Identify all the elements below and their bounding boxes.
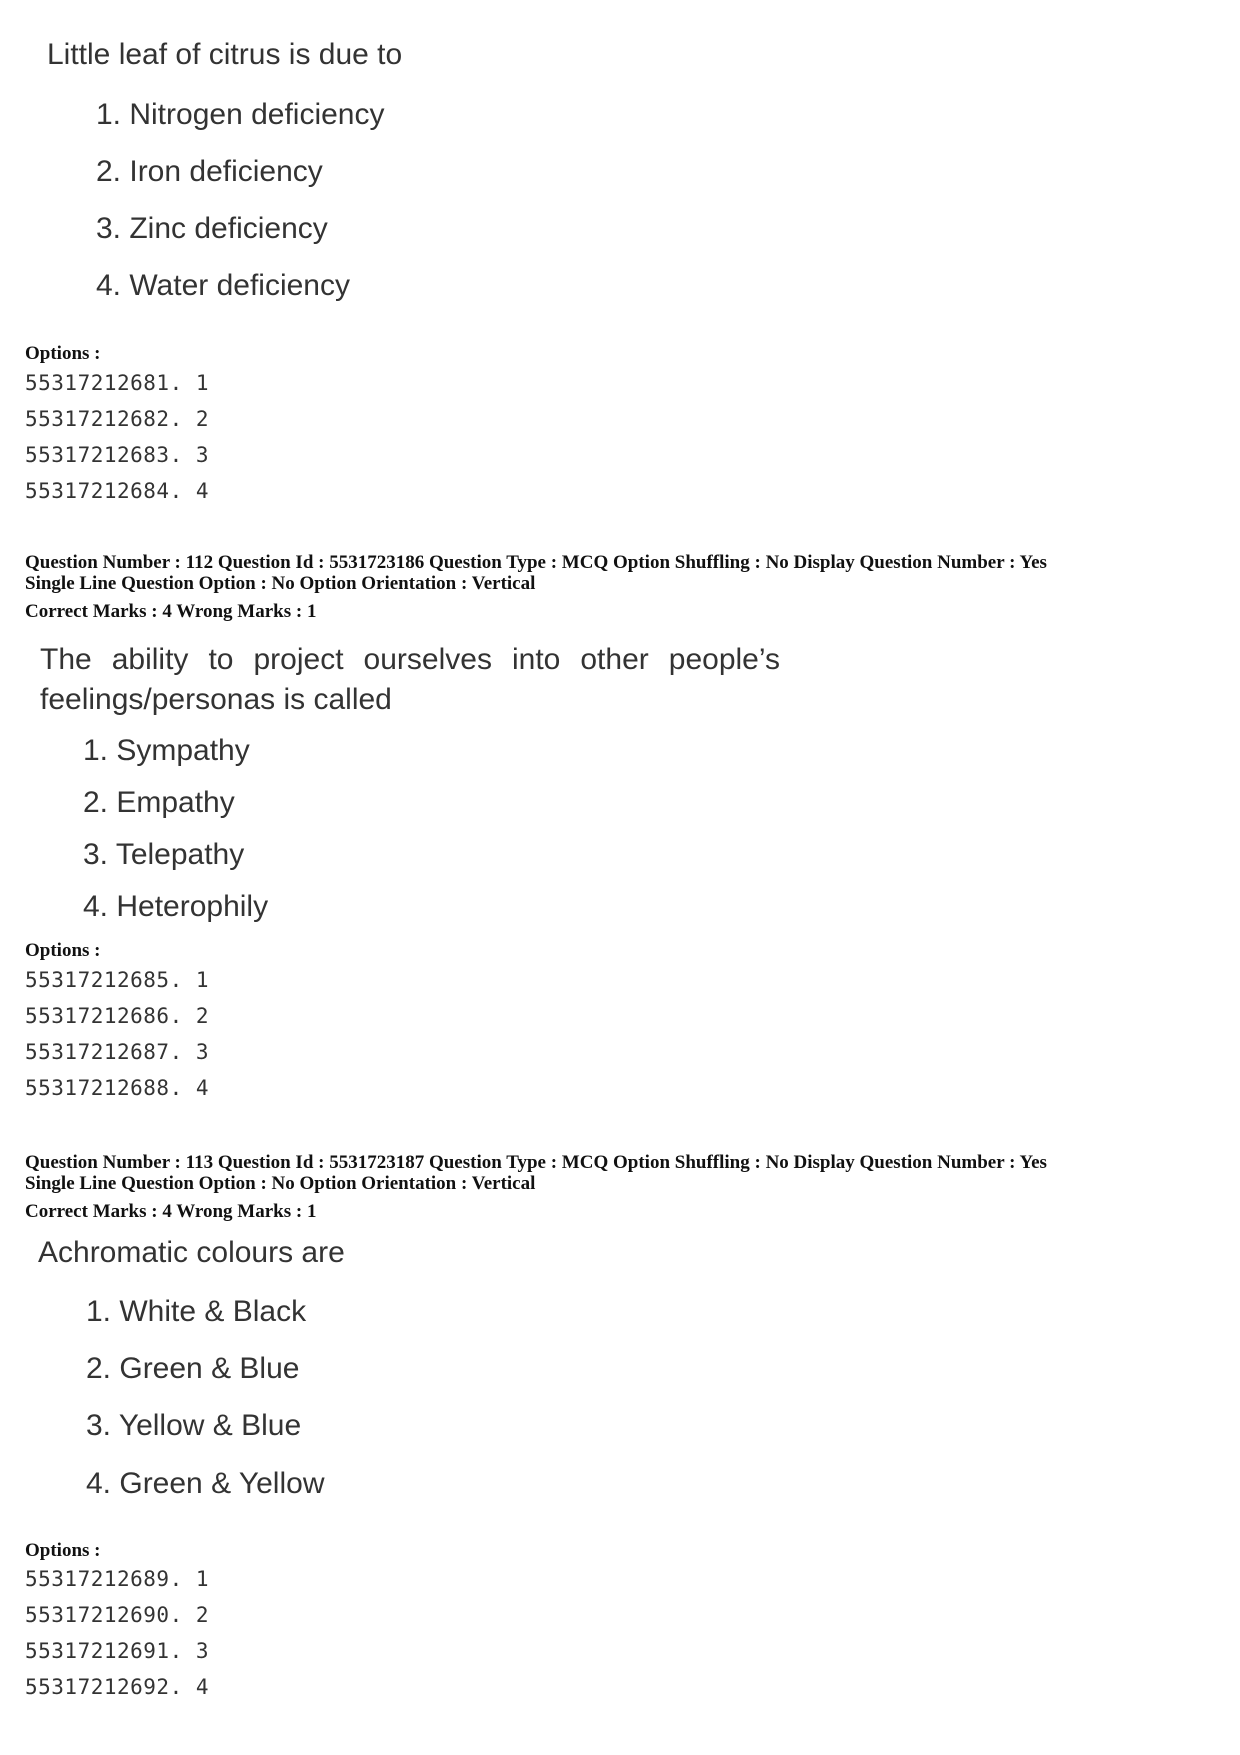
question-meta: Question Number : 113 Question Id : 5531723187 Question Type : MCQ Option Shuffling : No Display Question Number : Yes: [25, 1152, 1047, 1173]
option-row: 55317212690. 2: [25, 1603, 210, 1627]
choice-item: 3. Yellow & Blue: [86, 1409, 302, 1442]
question-stem-line-2: feelings/personas is called: [40, 683, 392, 716]
choice-item: 4. Heterophily: [83, 890, 269, 923]
option-row: 55317212687. 3: [25, 1040, 210, 1064]
option-row: 55317212692. 4: [25, 1675, 210, 1699]
question-stem: [40, 645, 780, 675]
choice-item: 3. Zinc deficiency: [96, 212, 328, 245]
choice-item: 4. Green & Yellow: [86, 1467, 325, 1500]
stem-word: people’s: [668, 643, 780, 676]
choice-item: 1. White & Black: [86, 1295, 307, 1328]
choice-item: 3. Telepathy: [83, 838, 245, 871]
options-label: Options :: [25, 343, 101, 364]
stem-word: other: [580, 643, 649, 676]
choice-item: 2. Green & Blue: [86, 1352, 300, 1385]
option-row: 55317212683. 3: [25, 443, 210, 467]
stem-word: The: [40, 643, 92, 676]
choice-item: 1. Sympathy: [83, 734, 250, 767]
options-label: Options :: [25, 940, 101, 961]
question-meta-2: Single Line Question Option : No Option Orientation : Vertical: [25, 1173, 536, 1194]
stem-word: into: [511, 643, 561, 676]
question-meta-2: Single Line Question Option : No Option Orientation : Vertical: [25, 573, 536, 594]
options-label: Options :: [25, 1540, 101, 1561]
choice-item: 4. Water deficiency: [96, 269, 350, 302]
question-stem: Little leaf of citrus is due to: [47, 38, 403, 71]
marks-line: Correct Marks : 4 Wrong Marks : 1: [25, 601, 317, 622]
choice-item: 2. Empathy: [83, 786, 235, 819]
option-row: 55317212682. 2: [25, 407, 210, 431]
option-row: 55317212688. 4: [25, 1076, 210, 1100]
choice-item: 1. Nitrogen deficiency: [96, 98, 385, 131]
stem-word: to: [208, 643, 234, 676]
option-row: 55317212684. 4: [25, 479, 210, 503]
question-stem: Achromatic colours are: [38, 1236, 345, 1269]
option-row: 55317212689. 1: [25, 1567, 210, 1591]
question-meta: Question Number : 112 Question Id : 5531723186 Question Type : MCQ Option Shuffling : No Display Question Number : Yes: [25, 552, 1047, 573]
stem-word: project: [253, 643, 344, 676]
option-row: 55317212685. 1: [25, 968, 210, 992]
stem-word: ability: [111, 643, 189, 676]
marks-line: Correct Marks : 4 Wrong Marks : 1: [25, 1201, 317, 1222]
choice-item: 2. Iron deficiency: [96, 155, 323, 188]
stem-word: ourselves: [363, 643, 492, 676]
option-row: 55317212681. 1: [25, 371, 210, 395]
option-row: 55317212686. 2: [25, 1004, 210, 1028]
option-row: 55317212691. 3: [25, 1639, 210, 1663]
